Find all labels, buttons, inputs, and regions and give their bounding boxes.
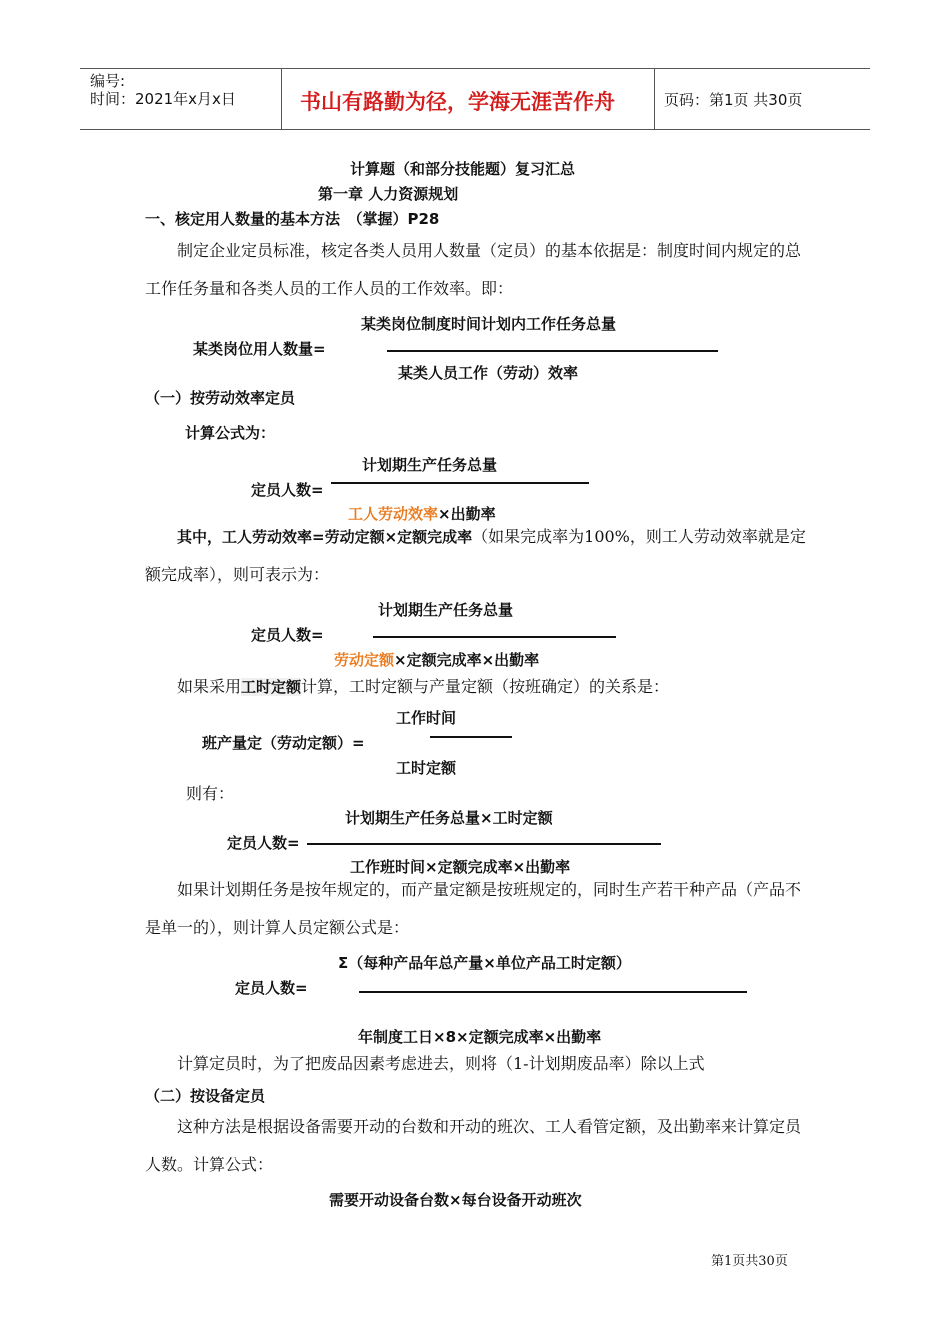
formula-numerator: 计划期生产任务总量 [362,456,498,474]
paragraph: 这种方法是根据设备需要开动的台数和开动的班次、工人看管定额，及出勤率来计算定员人数。计算公式： [145,1117,802,1174]
fraction-bar [331,482,589,484]
section-heading: 一、核定用人数量的基本方法 （掌握）P28 [145,210,440,228]
page-footer: 第1页共30页 [711,1254,788,1269]
fraction-bar [373,636,616,638]
formula-denominator: 工时定额 [396,759,457,777]
paragraph: 计算定员时，为了把废品因素考虑进去，则将（1-计划期废品率）除以上式 [177,1054,705,1073]
highlight-term: 工人劳动效率 [348,505,439,523]
formula-lhs: 某类岗位用人数量= [193,340,326,358]
formula-numerator: 需要开动设备台数×每台设备开动班次 [329,1191,582,1209]
formula-lhs: 定员人数= [251,626,324,644]
chapter-title: 第一章 人力资源规划 [318,185,459,203]
subsection-heading: （一）按劳动效率定员 [145,389,296,407]
formula-lhs: 定员人数= [235,979,308,997]
highlight-term: 工时定额 [241,678,302,696]
fraction-bar [359,991,747,993]
formula-intro: 计算公式为： [185,424,276,442]
subsection-heading: （二）按设备定员 [145,1087,266,1105]
doc-time-label: 时间：2021年x月x日 [90,90,236,108]
formula-lhs: 定员人数= [251,481,324,499]
fraction-bar [387,350,718,352]
formula-denominator: 工作班时间×定额完成率×出勤率 [350,858,571,876]
header-divider [281,68,282,129]
formula-lhs: 班产量定（劳动定额）= [202,734,365,752]
header-divider [654,68,655,129]
formula-numerator: 工作时间 [396,709,457,727]
header-motto: 书山有路勤为径，学海无涯苦作舟 [300,90,615,114]
formula-numerator: Σ（每种产品年总产量×单位产品工时定额） [338,954,631,972]
fraction-bar [430,736,512,738]
formula-intro: 则有： [186,784,235,803]
paragraph: 如果计划期任务是按年规定的，而产量定额是按班规定的，同时生产若干种产品（产品不是单一的），则计算人员定额公式是： [145,880,802,937]
doc-title: 计算题（和部分技能题）复习汇总 [350,160,576,178]
paragraph: 其中，工人劳动效率=劳动定额×定额完成率（如果完成率为100%，则工人劳动效率就是定额完成率），则可表示为： [145,527,806,584]
formula-denominator: 年制度工日×8×定额完成率×出勤率 [358,1028,602,1046]
formula-numerator: 某类岗位制度时间计划内工作任务总量 [361,315,617,333]
formula-denominator: 工人劳动效率×出勤率 [348,505,496,523]
fraction-bar [307,843,661,845]
formula-denominator: 劳动定额×定额完成率×出勤率 [334,651,540,669]
header-page-label: 页码：第1页 共30页 [664,91,803,109]
paragraph: 如果采用工时定额计算，工时定额与产量定额（按班确定）的关系是： [177,677,670,696]
paragraph: 制定企业定员标准，核定各类人员用人数量（定员）的基本依据是：制度时间内规定的总工作任务量和各类人员的工作人员的工作效率。即： [145,241,802,298]
highlight-term: 劳动定额 [334,651,395,669]
formula-numerator: 计划期生产任务总量 [378,601,514,619]
bold-term: 其中，工人劳动效率=劳动定额×定额完成率 [177,528,473,546]
formula-lhs: 定员人数= [227,834,300,852]
formula-denominator: 某类人员工作（劳动）效率 [398,364,579,382]
formula-numerator: 计划期生产任务总量×工时定额 [345,809,553,827]
doc-number-label: 编号: [90,72,126,90]
